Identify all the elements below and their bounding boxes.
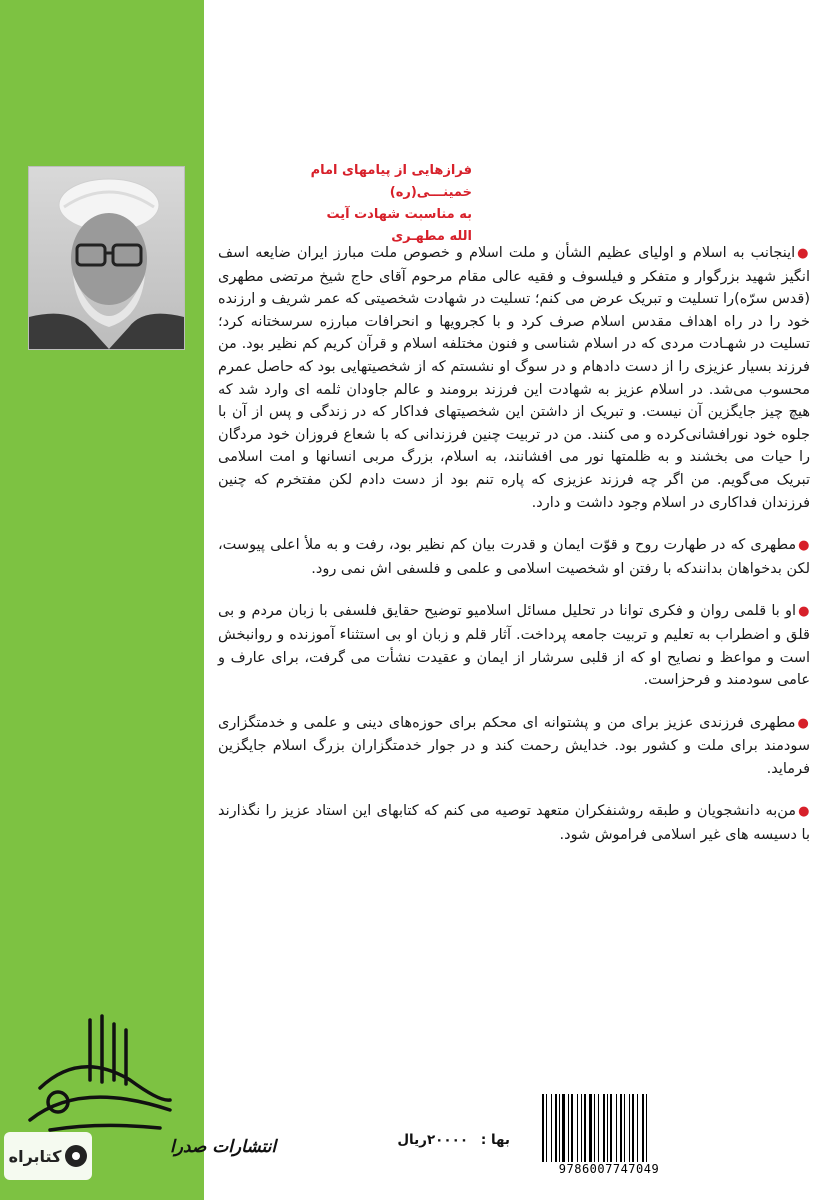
quotes-body [218, 242, 810, 867]
publisher-name: انتشارات صدرا [170, 1137, 277, 1157]
heading-line-2: به مناسبت شهادت آیت الله مطهـری [326, 207, 472, 244]
bullet-icon: ● [797, 246, 810, 261]
heading-line-1: فرازهایی از پیامهای امام خمینـــی(ره) [310, 163, 472, 200]
paragraph: ●او با قلمی روان و فکری توانا در تحلیل مسائل اسلامیو توضیح حقایق فلسفی با زبان مردم و بی قلق و اضطراب به تعلیم و تربیت جامعه پرداخت. آثار قلم و زبان او بی استثناء آموزنده و روانبخش است و مواعظ و نصایح او که از قلبی سرشار از ایمان و عقیدت نشأت می گرفت، برای عارف و عامی سودمند و فرحزاست. [218, 603, 811, 689]
ketabrah-logo-icon [65, 1145, 87, 1167]
paragraph: ●اینجانب به اسلام و اولیای عظیم الشأن و ملت اسلام و خصوص ملت مبارز ایران ضایعه اسف انگیز شهید بزرگوار و متفکر و فیلسوف و فقیه عالی مقام مرحوم آقای حاج شیخ مرتضی مطهری (قدس سرّه)را تسلیت و تبریک عرض می کنم؛ تسلیت در شهادت شخصیتی که عمر شریف و ارزنده خود را در راه اهداف مقدس اسلام صرف کرد و با کجرویها و انحرافات مبارزه سرسختانه کرد؛ تسلیت در شهـادت مردی که در اسلام شناسی و فنون مختلفه اسلام و قرآن کریم کم نظیر بود. من فرزند بسیار عزیزی را از دست دادهام و در سوگ او نشستم که از شخصیتهایی بود که حاصل عمرم محسوب می‌شد. در اسلام عزیز به شهادت این فرزند برومند و عالم جاودان ثلمه ای وارد شد که هیچ چیز جایگزین آن نیست. و تبریک از داشتن این شخصیتهای فداکار که در زندگی و پس از آن با جلوه خود نورافشانی‌کرده و می کنند. من در تربیت چنین فرزندانی که با شعاع فروزان خود مردگان را حیات می بخشند و به ظلمتها نور می افشانند، به اسلام، بزرگ مربی انسانها و امت اسلامی تبریک می‌گویم. من اگر چه فرزند عزیزی که پاره تنم بود از دست دادم لکن مفتخرم که چنین فرزندان فداکاری در اسلام وجود داشت و دارد. [218, 245, 810, 511]
price [330, 1132, 510, 1148]
ketabrah-watermark [4, 1132, 92, 1180]
paragraph: ●من‌به دانشجویان و طبقه روشنفکران متعهد توصیه می کنم که کتابهای این استاد عزیز را نگذارند با دسیسه های غیر اسلامی فراموش شود. [218, 803, 811, 844]
price-value: ۲۰۰۰۰ریال [397, 1132, 469, 1148]
author-portrait-photo [28, 166, 185, 350]
bullet-icon: ● [798, 538, 810, 554]
bullet-icon: ● [798, 604, 811, 620]
isbn-barcode [540, 1094, 678, 1162]
bullet-icon: ● [798, 804, 811, 820]
bullet-icon: ● [797, 715, 811, 731]
paragraph: ●مطهری که در طهارت روح و قوّت ایمان و قدرت بیان کم نظیر بود، رفت و به ملأ اعلی پیوست، لکن بدخواهان بدانندکه با رفتن او شخصیت اسلامی و علمی و فلسفی اش نمی رود. [218, 537, 810, 577]
paragraph: ●مطهری فرزندی عزیز برای من و پشتوانه ای محکم برای حوزه‌های دینی و علمی و خدمتگزاری سودمند برای ملت و کشور بود. خدایش رحمت کند و در جوار خدمتگزاران بزرگ اسلام جایگزین فرماید. [218, 714, 811, 777]
isbn-number: 9786007747049 [558, 1162, 660, 1176]
ketabrah-text: کتابراه [8, 1146, 62, 1166]
heading [300, 160, 472, 248]
price-label: بها : [480, 1132, 510, 1148]
